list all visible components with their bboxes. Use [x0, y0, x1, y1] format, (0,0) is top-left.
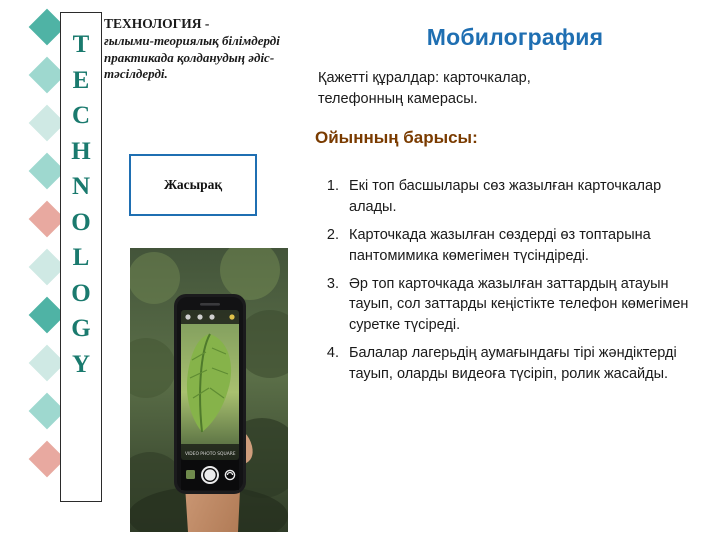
- technology-letter: G: [71, 315, 91, 342]
- list-item: Балалар лагерьдің аумағындағы тірі жәндіктерді тауып, оларды видеоға түсіріп, ролик жасайды.: [349, 345, 677, 382]
- svg-text:VIDEO PHOTO SQUARE: VIDEO PHOTO SQUARE: [185, 452, 236, 457]
- technology-letter: C: [71, 102, 91, 129]
- technology-letter: E: [72, 66, 90, 94]
- technology-letter: T: [72, 31, 90, 58]
- list-item: Екі топ басшылары сөз жазылған карточкалар алады.: [349, 178, 662, 215]
- list-item: Карточкада жазылған сөздерді өз топтарына пантомимика көмегімен түсіндіреді.: [349, 226, 651, 264]
- technology-letter: N: [71, 173, 91, 200]
- page-title: Мобилография: [426, 24, 604, 50]
- technology-letter: L: [72, 244, 90, 271]
- hidden-answer-label: Жасырақ: [163, 177, 223, 192]
- definition-title: ТЕХНОЛОГИЯ -: [104, 16, 210, 31]
- vertical-technology-banner: [60, 12, 102, 502]
- game-flow-heading: Ойынның барысы:: [315, 128, 478, 147]
- needed-tools-text: Қажетті құралдар: карточкалар, телефонның камерасы.: [318, 70, 531, 107]
- game-steps-list: [315, 176, 705, 392]
- hidden-answer-box[interactable]: [129, 154, 257, 216]
- list-item: Әр топ карточкада жазылған заттардың атауын тауып, сол заттарды кеңістікте телефон көмегімен суретке түсіреді.: [349, 275, 689, 334]
- photo-illustration: [130, 248, 288, 532]
- technology-letter: O: [71, 208, 91, 236]
- definition-body: ғылыми-теориялық білімдерді практикада қолданудың әдіс-тәсілдерді.: [104, 33, 280, 82]
- technology-definition: [104, 16, 289, 83]
- technology-letter: H: [71, 137, 91, 165]
- phone-photography-image: [130, 248, 288, 532]
- technology-letter: O: [71, 279, 91, 307]
- technology-letter: Y: [71, 350, 91, 378]
